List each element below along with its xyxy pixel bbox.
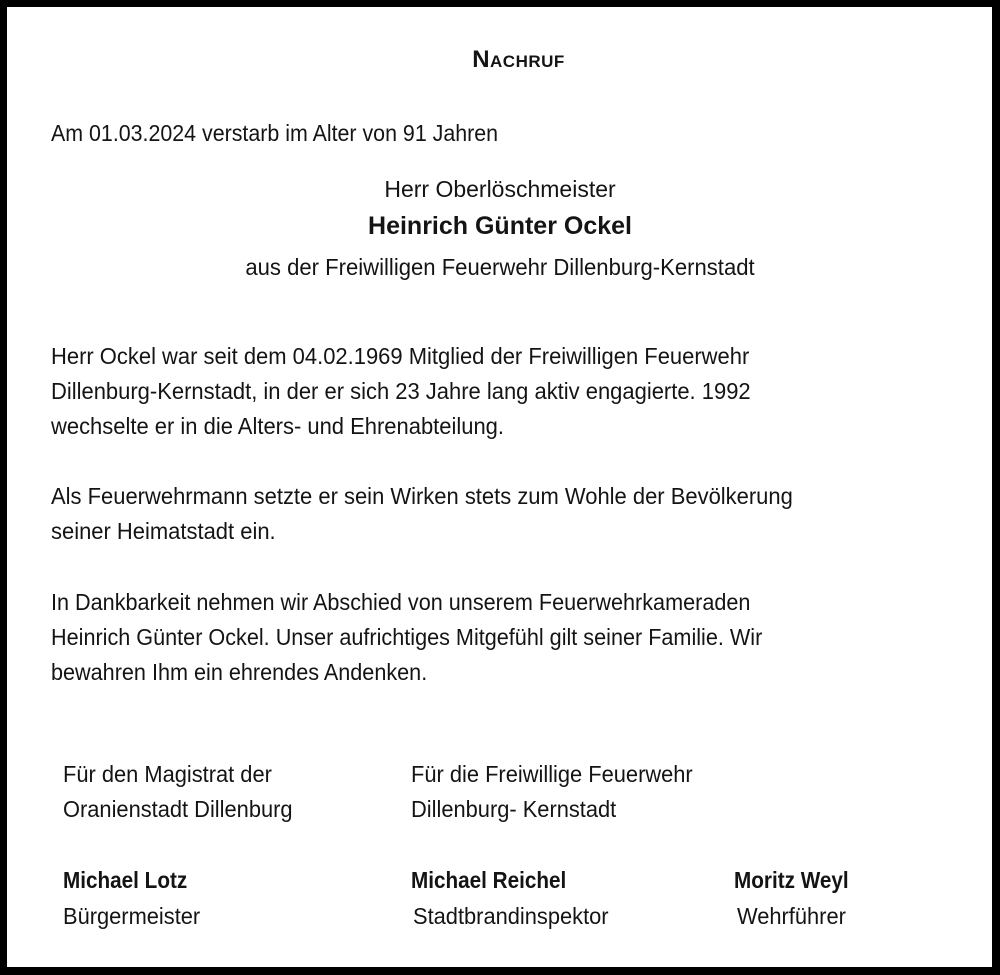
- signatory-role: Wehrführer: [737, 903, 846, 929]
- signatory-group-magistrat: [63, 757, 305, 827]
- paragraph-line: bewahren Ihm ein ehrendes Andenken.: [51, 659, 428, 685]
- intro-line: Am 01.03.2024 verstarb im Alter von 91 Jahren: [51, 120, 499, 146]
- signatory-group-line: Für die Freiwillige Feuerwehr: [411, 761, 693, 787]
- paragraph-line: Dillenburg-Kernstadt, in der er sich 23 Jahre lang aktiv engagierte. 1992: [51, 378, 751, 404]
- paragraph-line: In Dankbarkeit nehmen wir Abschied von unserem Feuerwehrkameraden: [51, 589, 751, 615]
- paragraph-line: Heinrich Günter Ockel. Unser aufrichtiges Mitgefühl gilt seiner Familie. Wir: [51, 624, 763, 650]
- deceased-affiliation: aus der Freiwilligen Feuerwehr Dillenburg-Kernstadt: [245, 254, 755, 280]
- paragraph-line: seiner Heimatstadt ein.: [51, 518, 276, 544]
- signatory-group-line: Für den Magistrat der: [63, 761, 272, 787]
- deceased-name: Heinrich Günter Ockel: [368, 212, 632, 240]
- deceased-title: Herr Oberlöschmeister: [384, 176, 616, 202]
- signatory-lotz: [63, 862, 207, 934]
- paragraph-line: Als Feuerwehrmann setzte er sein Wirken stets zum Wohle der Bevölkerung: [51, 483, 793, 509]
- signatory-group-line: Dillenburg- Kernstadt: [411, 796, 617, 822]
- paragraph-line: Herr Ockel war seit dem 04.02.1969 Mitglied der Freiwilligen Feuerwehr: [51, 343, 750, 369]
- signatory-name: Moritz Weyl: [734, 867, 849, 893]
- signatory-role: Bürgermeister: [63, 903, 201, 929]
- signatory-group-feuerwehr: [411, 757, 708, 827]
- signatory-weyl: [734, 862, 861, 934]
- signatory-reichel: [411, 862, 619, 934]
- paragraph-line: wechselte er in die Alters- und Ehrenabteilung.: [51, 413, 504, 439]
- signatory-role: Stadtbrandinspektor: [413, 903, 609, 929]
- signatory-name: Michael Reichel: [411, 867, 567, 893]
- signatory-group-line: Oranienstadt Dillenburg: [63, 796, 293, 822]
- signatory-name: Michael Lotz: [63, 867, 188, 893]
- obituary-heading: Nachruf: [472, 46, 565, 73]
